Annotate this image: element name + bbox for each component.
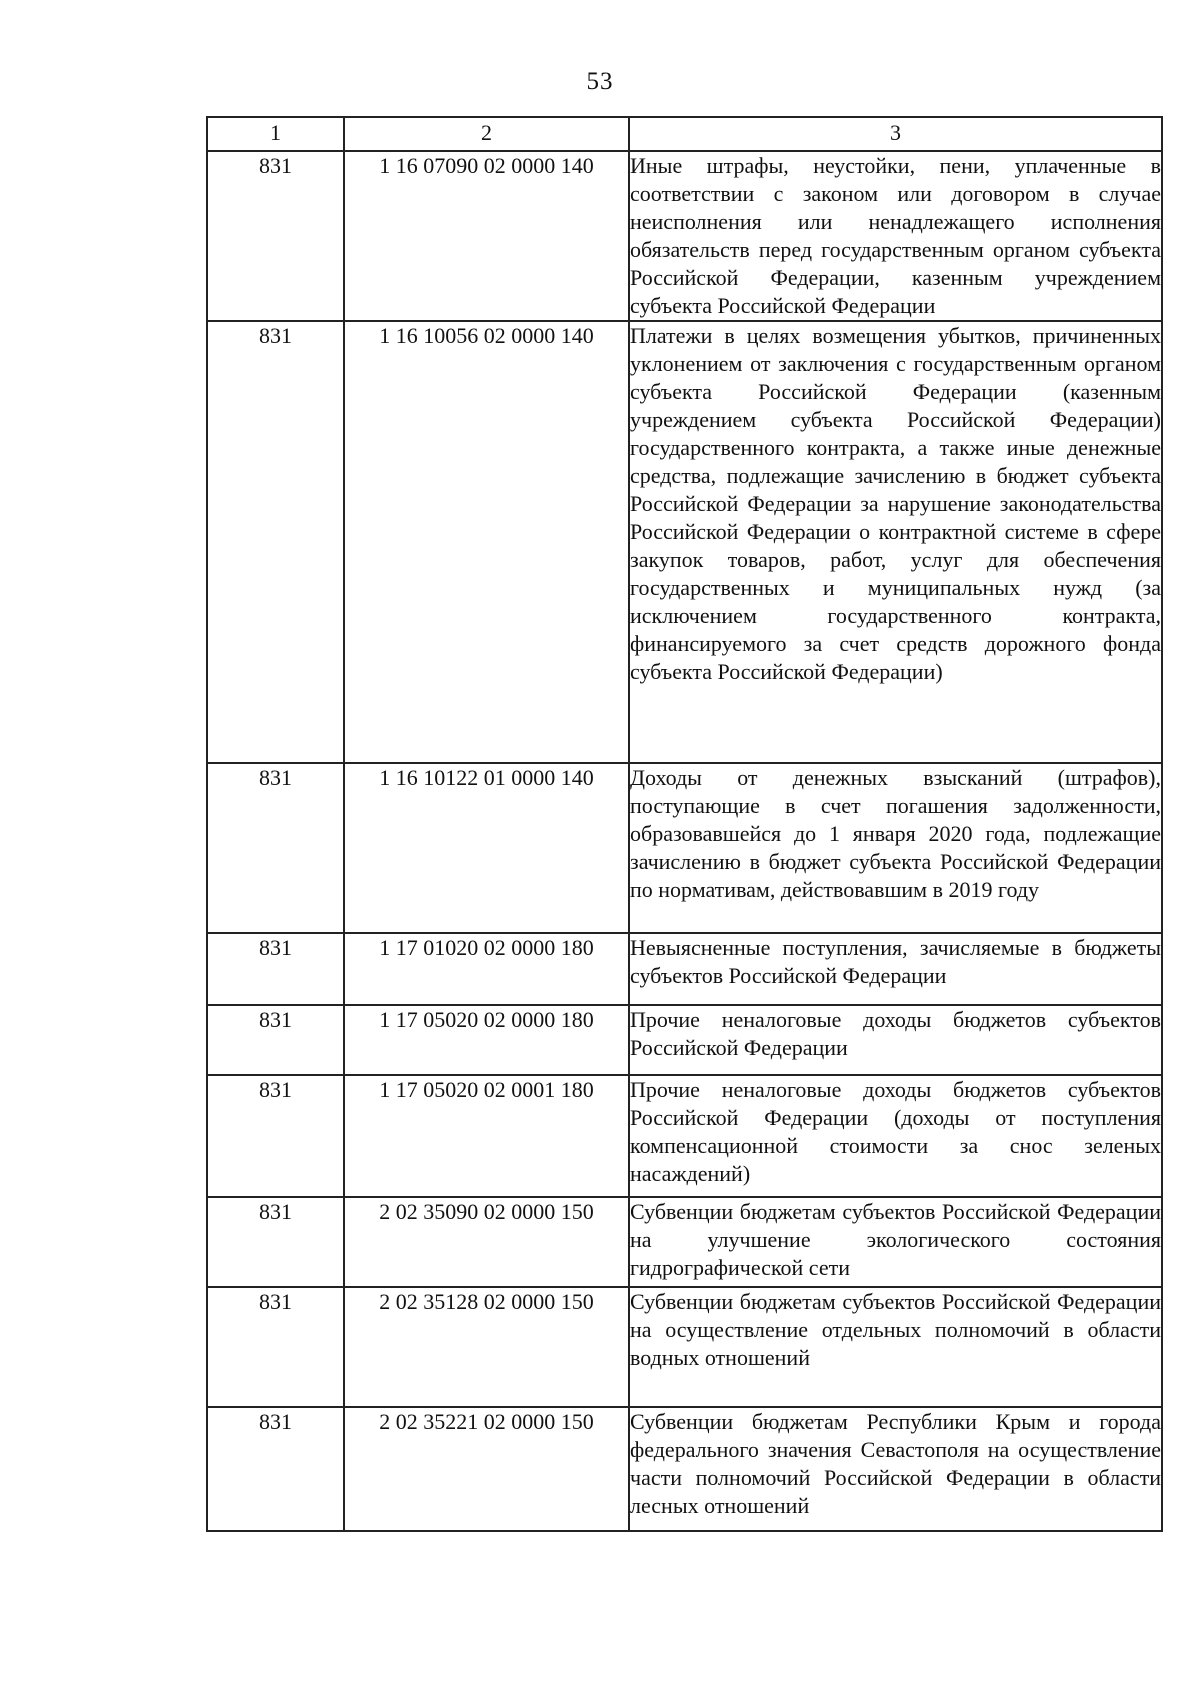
column-header-1: 1 xyxy=(207,117,344,151)
admin-code-cell: 831 xyxy=(207,151,344,321)
admin-code-cell: 831 xyxy=(207,1197,344,1287)
table-row xyxy=(207,933,1162,1005)
admin-code-cell: 831 xyxy=(207,933,344,1005)
budget-code-cell: 2 02 35128 02 0000 150 xyxy=(344,1287,629,1407)
description-cell: Иные штрафы, неустойки, пени, уплаченные в соответствии с законом или договором в случае неисполнения или ненадлежащего исполнения обязательств перед государственным органом субъекта Российской Федерации, казенным учреждением субъекта Российской Федерации xyxy=(629,151,1162,321)
admin-code-cell: 831 xyxy=(207,1287,344,1407)
table-row xyxy=(207,151,1162,321)
admin-code-cell: 831 xyxy=(207,321,344,763)
table-row xyxy=(207,763,1162,933)
table-header-row xyxy=(207,117,1162,151)
budget-code-cell: 1 16 10056 02 0000 140 xyxy=(344,321,629,763)
description-cell: Невыясненные поступления, зачисляемые в бюджеты субъектов Российской Федерации xyxy=(629,933,1162,1005)
description-cell: Прочие неналоговые доходы бюджетов субъектов Российской Федерации xyxy=(629,1005,1162,1075)
description-cell: Доходы от денежных взысканий (штрафов), поступающие в счет погашения задолженности, образовавшейся до 1 января 2020 года, подлежащие зачислению в бюджет субъекта Российской Федерации по нормативам, действовавшим в 2019 году xyxy=(629,763,1162,933)
admin-code-cell: 831 xyxy=(207,1075,344,1197)
budget-code-cell: 2 02 35221 02 0000 150 xyxy=(344,1407,629,1531)
description-cell: Субвенции бюджетам Республики Крым и города федерального значения Севастополя на осуществление части полномочий Российской Федерации в области лесных отношений xyxy=(629,1407,1162,1531)
admin-code-cell: 831 xyxy=(207,1005,344,1075)
table-row xyxy=(207,1075,1162,1197)
table-row xyxy=(207,1197,1162,1287)
description-cell: Платежи в целях возмещения убытков, причиненных уклонением от заключения с государственным органом субъекта Российской Федерации (казенным учреждением субъекта Российской Федерации) государственного контракта, а также иные денежные средства, подлежащие зачислению в бюджет субъекта Российской Федерации за нарушение законодательства Российской Федерации о контрактной системе в сфере закупок товаров, работ, услуг для обеспечения государственных и муниципальных нужд (за исключением государственного контракта, финансируемого за счет средств дорожного фонда субъекта Российской Федерации) xyxy=(629,321,1162,763)
budget-code-cell: 1 17 01020 02 0000 180 xyxy=(344,933,629,1005)
column-header-3: 3 xyxy=(629,117,1162,151)
revenue-codes-table xyxy=(206,116,1163,1532)
description-cell: Субвенции бюджетам субъектов Российской Федерации на осуществление отдельных полномочий в области водных отношений xyxy=(629,1287,1162,1407)
table-row xyxy=(207,321,1162,763)
admin-code-cell: 831 xyxy=(207,1407,344,1531)
description-cell: Субвенции бюджетам субъектов Российской Федерации на улучшение экологического состояния гидрографической сети xyxy=(629,1197,1162,1287)
column-header-2: 2 xyxy=(344,117,629,151)
budget-code-cell: 1 17 05020 02 0001 180 xyxy=(344,1075,629,1197)
table-row xyxy=(207,1005,1162,1075)
budget-code-cell: 2 02 35090 02 0000 150 xyxy=(344,1197,629,1287)
table-row xyxy=(207,1407,1162,1531)
budget-code-cell: 1 16 07090 02 0000 140 xyxy=(344,151,629,321)
table-row xyxy=(207,1287,1162,1407)
page-number: 53 xyxy=(586,68,614,95)
budget-code-cell: 1 16 10122 01 0000 140 xyxy=(344,763,629,933)
admin-code-cell: 831 xyxy=(207,763,344,933)
budget-code-cell: 1 17 05020 02 0000 180 xyxy=(344,1005,629,1075)
description-cell: Прочие неналоговые доходы бюджетов субъектов Российской Федерации (доходы от поступления компенсационной стоимости за снос зеленых насаждений) xyxy=(629,1075,1162,1197)
